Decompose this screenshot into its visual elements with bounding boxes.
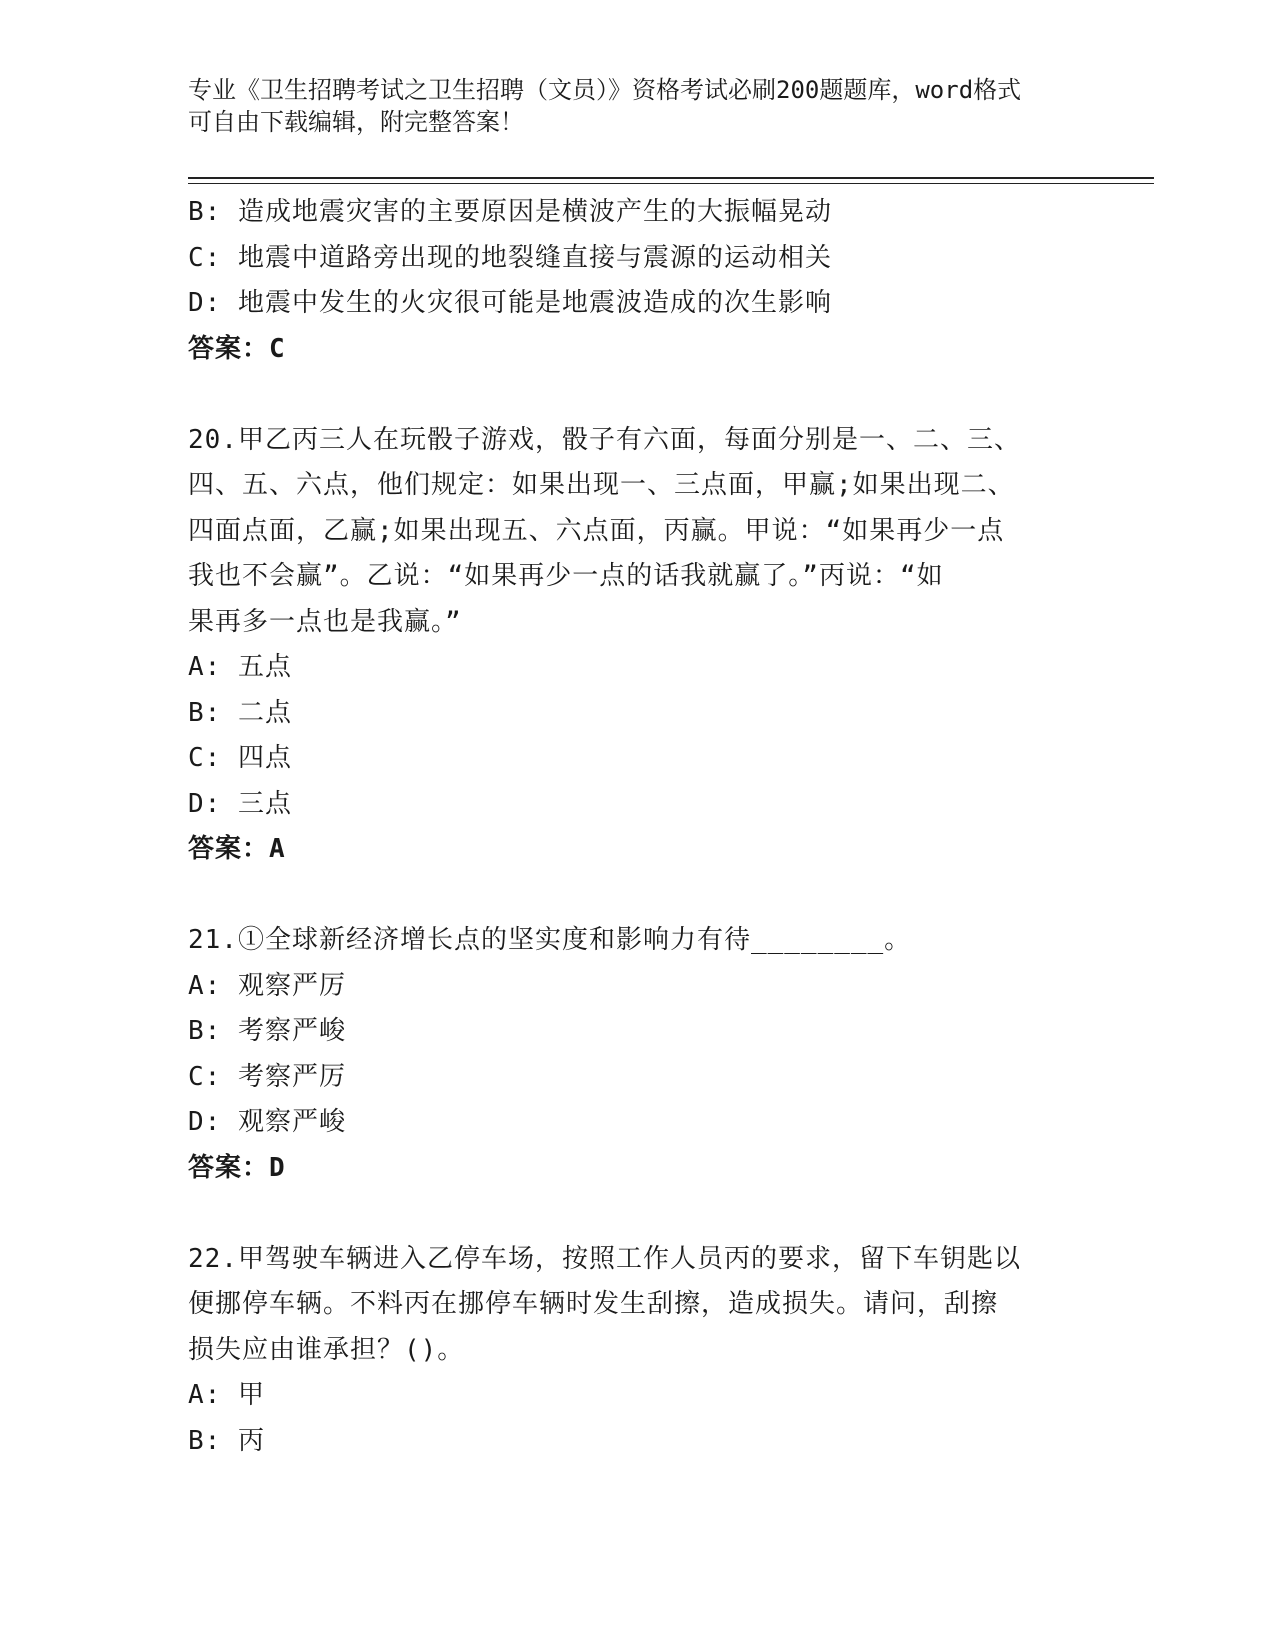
option-a: A: 甲 bbox=[188, 1380, 265, 1410]
spacer bbox=[188, 873, 1108, 919]
option-d: D: 观察严峻 bbox=[188, 1107, 346, 1137]
option-b: B: 二点 bbox=[188, 697, 292, 728]
question-stem-line: 果再多一点也是我赢。” bbox=[188, 606, 462, 637]
option-a: A: 观察严厉 bbox=[188, 970, 346, 1001]
spacer bbox=[188, 1191, 1108, 1237]
question-19 bbox=[188, 190, 1108, 372]
option-c: C: 地震中道路旁出现的地裂缝直接与震源的运动相关 bbox=[188, 242, 832, 273]
spacer bbox=[188, 372, 1108, 418]
option-b: B: 丙 bbox=[188, 1425, 265, 1456]
header-divider-thin bbox=[188, 183, 1154, 184]
option-c: C: 四点 bbox=[188, 743, 292, 773]
answer-line: 答案：D bbox=[188, 1152, 286, 1183]
question-stem-line: 我也不会赢”。乙说：“如果再少一点的话我就赢了。”丙说：“如 bbox=[188, 561, 944, 591]
option-d: D: 地震中发生的火灾很可能是地震波造成的次生影响 bbox=[188, 288, 832, 318]
question-list bbox=[188, 190, 1108, 1464]
question-20 bbox=[188, 418, 1108, 873]
answer-line: 答案：C bbox=[188, 333, 286, 364]
header-title-line-2: 可自由下载编辑，附完整答案！ bbox=[188, 108, 524, 136]
header-divider-thick bbox=[188, 177, 1154, 179]
option-b: B: 造成地震灾害的主要原因是横波产生的大振幅晃动 bbox=[188, 197, 832, 227]
question-stem-line: 便挪停车辆。不料丙在挪停车辆时发生刮擦，造成损失。请问，刮擦 bbox=[188, 1289, 999, 1319]
question-stem-line: 四、五、六点，他们规定：如果出现一、三点面，甲赢;如果出现二、 bbox=[188, 470, 1015, 500]
question-stem-line: 21.①全球新经济增长点的坚实度和影响力有待________。 bbox=[188, 925, 912, 955]
option-a: A: 五点 bbox=[188, 652, 292, 682]
answer-line: 答案：A bbox=[188, 834, 286, 864]
question-22 bbox=[188, 1237, 1108, 1465]
question-stem-line: 20.甲乙丙三人在玩骰子游戏，骰子有六面，每面分别是一、二、三、 bbox=[188, 424, 1021, 455]
option-b: B: 考察严峻 bbox=[188, 1016, 346, 1046]
question-21 bbox=[188, 918, 1108, 1191]
document-header bbox=[188, 74, 1088, 138]
question-stem-line: 损失应由谁承担？()。 bbox=[188, 1334, 465, 1365]
header-title-line-1: 专业《卫生招聘考试之卫生招聘（文员）》资格考试必刷200题题库，word格式 bbox=[188, 76, 1022, 104]
option-d: D: 三点 bbox=[188, 788, 292, 819]
option-c: C: 考察严厉 bbox=[188, 1061, 346, 1092]
question-stem-line: 四面点面，乙赢;如果出现五、六点面，丙赢。甲说：“如果再少一点 bbox=[188, 515, 1005, 546]
question-stem-line: 22.甲驾驶车辆进入乙停车场，按照工作人员丙的要求，留下车钥匙以 bbox=[188, 1243, 1021, 1274]
